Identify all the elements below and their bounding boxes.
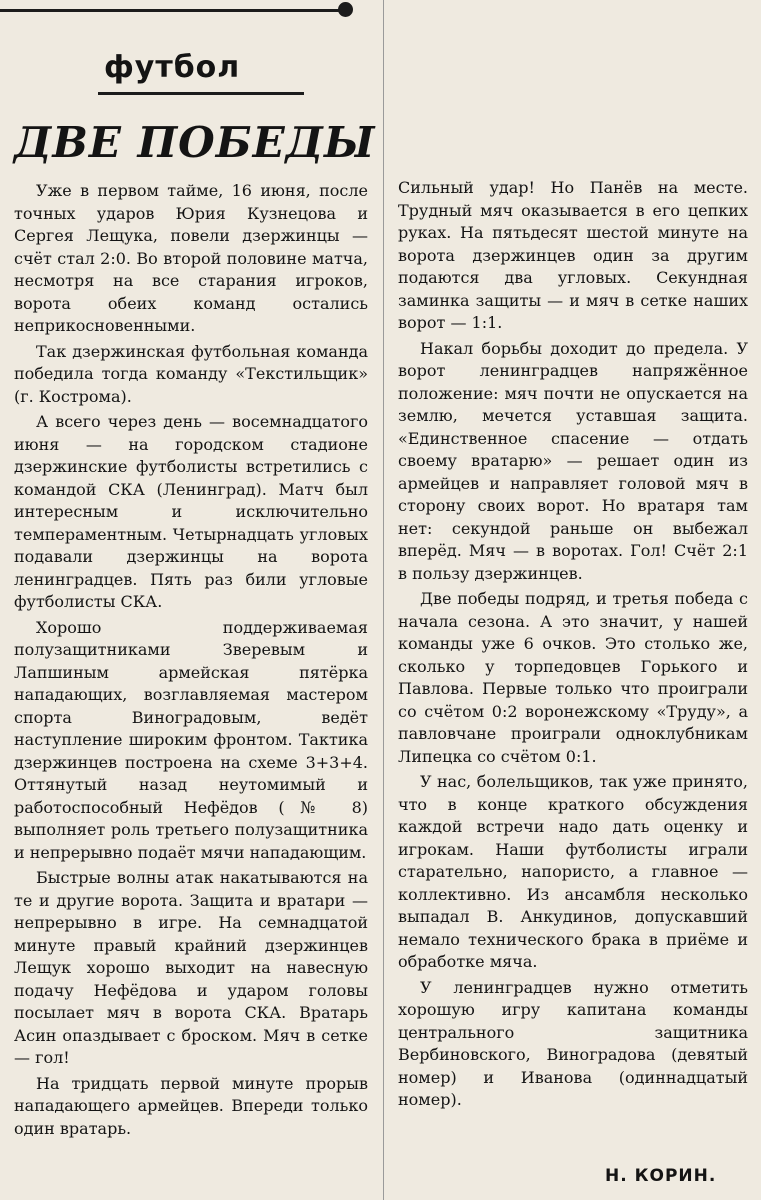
left-column [14,180,368,1143]
paragraph: Хорошо поддерживаемая полузащитниками Зверевым и Лапшиным армейская пятёрка нападающих, возглавляемая мастером спорта Виноградовым, ведёт наступление широким фронтом. Тактика дзержинцев построена на схеме 3+3+4. Оттянутый назад неутомимый и работоспособный Нефёдов (№ 8) выполняет роль третьего полузащитника и непрерывно подаёт мячи нападающим. [14,617,368,862]
paragraph: Сильный удар! Но Панёв на месте. Трудный мяч оказывается в его цепких руках. На пятьдесят шестой минуте на ворота дзержинцев один за другим подаются два угловых. Секундная заминка защиты — и мяч в сетке наших ворот — 1:1. [398,178,748,332]
rubric-underline [98,92,304,95]
author-signature: Н. КОРИН. [605,1166,717,1186]
paragraph: Накал борьбы доходит до предела. У ворот ленинградцев напряжённое положение: мяч почти не опускается на землю, мечется уставшая защита. «Единственное спасение — отдать своему вратарю» — решает один из армейцев и направляет головой мяч в сторону своих ворот. Но вратаря там нет: секундой раньше он выбежал вперёд. Мяч — в воротах. Гол! Счёт 2:1 в пользу дзержинцев. [398,338,748,583]
article-headline: ДВЕ ПОБЕДЫ [14,118,376,167]
right-column [398,177,748,1115]
column-divider [383,0,384,1200]
paragraph: У ленинградцев нужно отметить хорошую игру капитана команды центрального защитника Вербиновского, Виноградова (девятый номер) и Иванова (одиннадцатый номер). [398,977,748,1109]
paragraph: Уже в первом тайме, 16 июня, после точных ударов Юрия Кузнецова и Сергея Лещука, повели дзержинцы — счёт стал 2:0. Во второй половине матча, несмотря на все старания игроков, ворота обеих команд остались неприкосновенными. [14,181,368,335]
paragraph: А всего через день — восемнадцатого июня — на городском стадионе дзержинские футболисты встретились с командой СКА (Ленинград). Матч был интересным и исключительно темпераментным. Четырнадцать угловых подавали дзержинцы на ворота ленинградцев. Пять раз били угловые футболисты СКА. [14,412,368,611]
paragraph: Две победы подряд, и третья победа с начала сезона. А это значит, у нашей команды уже 6 очков. Это столько же, сколько у торпедовцев Горького и Павлова. Первые только что проиграли со счётом 0:2 воронежскому «Труду», а павловчане проиграли одноклубникам Липецка со счётом 0:1. [398,589,748,766]
top-rule [0,9,345,12]
paragraph: Быстрые волны атак накатываются на те и другие ворота. Защита и вратари — непрерывно в игре. На семнадцатой минуте правый крайний дзержинцев Лещук хорошо выходит на навесную подачу Нефёдова и ударом головы посылает мяч в ворота СКА. Вратарь Асин опаздывает с броском. Мяч в сетке — гол! [14,868,368,1067]
paragraph: У нас, болельщиков, так уже принято, что в конце краткого обсуждения каждой встречи надо дать оценку и игрокам. Наши футболисты играли старательно, напористо, а главное — коллективно. Из ансамбля несколько выпадал В. Анкудинов, допускавший немало технического брака в приёме и обработке мяча. [398,772,748,971]
top-rule-dot [338,2,353,17]
paragraph: Так дзержинская футбольная команда победила тогда команду «Текстильщик» (г. Кострома). [14,341,368,406]
section-rubric: футбол [104,50,241,85]
paragraph: На тридцать первой минуте прорыв нападающего армейцев. Впереди только один вратарь. [14,1073,368,1138]
